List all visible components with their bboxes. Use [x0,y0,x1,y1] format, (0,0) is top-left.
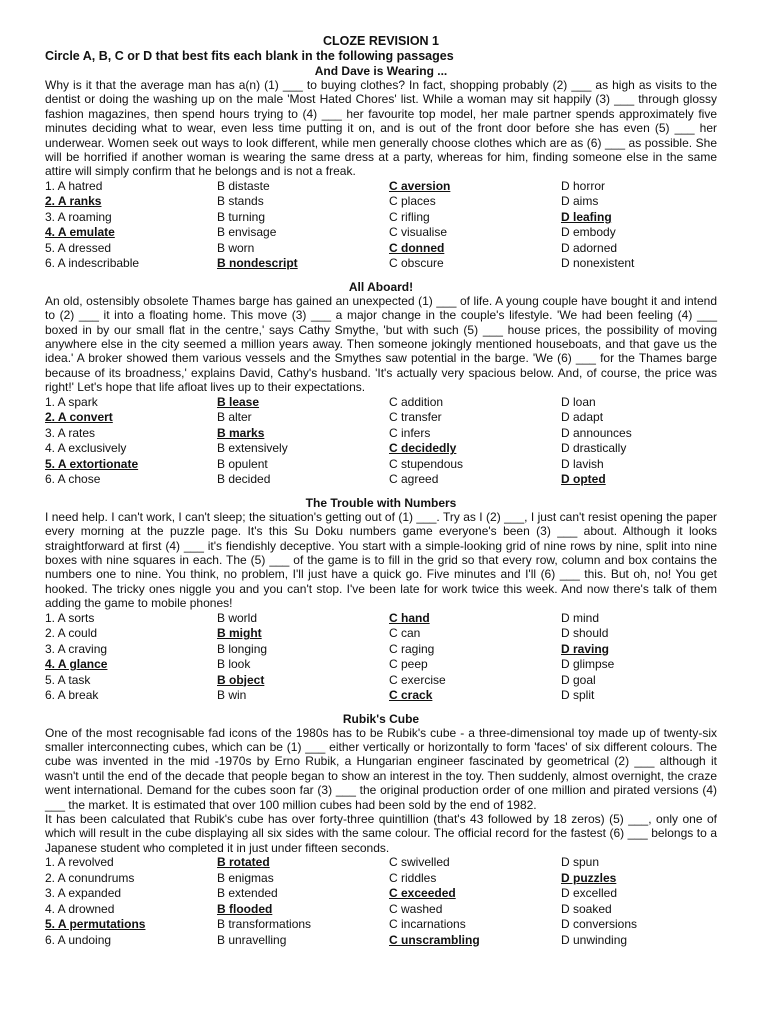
option[interactable]: D mind [561,610,600,625]
option[interactable]: C incarnations [389,917,466,932]
option[interactable]: C infers [389,425,431,440]
passage-text-continued: It has been calculated that Rubik's cube has over forty-three quintillion (that's 43 followed by 18 zeros) (5) ___, only one of which will result in the cube displaying all six sides with the same colour. The official record for the fastest (6) ___ belongs to a Japanese student who completed it in just under fifteen seconds. [45,811,717,855]
option-answer[interactable]: C crack [389,688,433,703]
option[interactable]: C washed [389,901,443,916]
option[interactable]: D should [561,626,609,641]
option[interactable]: C stupendous [389,456,464,471]
passage-text: Why is it that the average man has a(n) (1) ___ to buying clothes? In fact, shopping probably (2) ___ as high as visits to the dentist or doing the washing up on the male 'Most Hated Chores' list. While a woman may sit happily (3) ___ through glossy fashion magazines, then spend hours trying to (4) ___ her favourite top model, her male partner spends approximately five minutes deciding what to wear, even less time putting it on, and is out of the front door before she has even (5) ___ her underwear. Women seek out ways to look different, while men generally choose clothes which are as (6) ___ as possible. She will be horrified if another woman is wearing the same dress at a party, whereas for him, finding someone else in the same attire will simply confirm that he belongs and is not a freak. [45,78,717,179]
option[interactable]: D drastically [561,441,627,456]
option-answer[interactable]: 4. A emulate [45,225,115,240]
option[interactable]: 1. A revolved [45,855,114,870]
option[interactable]: D horror [561,178,606,193]
option[interactable]: D conversions [561,917,638,932]
option-answer[interactable]: B object [217,672,265,687]
option[interactable]: B opulent [217,456,268,471]
option[interactable]: 1. A spark [45,394,98,409]
option[interactable]: C addition [389,394,444,409]
option[interactable]: 1. A hatred [45,178,103,193]
options-block [45,611,717,704]
option[interactable]: 5. A dressed [45,240,112,255]
option[interactable]: 3. A rates [45,425,96,440]
question-row [45,626,717,642]
question-row [45,642,717,658]
question-row [45,241,717,257]
spacer [45,272,717,280]
passage-text: An old, ostensibly obsolete Thames barge has gained an unexpected (1) ___ of life. A young couple have bought it and intend to (2) ___ it into a floating home. This move (3) ___ a major change in the couple's lifestyle. 'We had been feeling (4) ___ boxed in by our small flat in the centre,' says Cathy Smythe, 'but with such (5) ___ house prices, the possibility of moving anywhere else in the city seemed a million years away. Then someone jokingly mentioned houseboats, and that gave us the idea.' A broker showed them various vessels and the Smythes saw potential in the barge. 'We (6) ___ for the Thames barge because of its broadness,' explains David, Cathy's husband. 'It's actually very spacious below. And, of course, the price was right!' Let's hope that life afloat lives up to their expectations. [45,293,717,395]
option-answer[interactable]: B might [217,626,262,641]
question-row [45,426,717,442]
option[interactable]: D glimpse [561,657,615,672]
option-answer[interactable]: 5. A permutations [45,917,146,932]
option-answer[interactable]: C decidedly [389,441,457,456]
option[interactable]: B extensively [217,441,288,456]
option[interactable]: B look [217,657,251,672]
question-row [45,673,717,689]
option-answer[interactable]: C aversion [389,178,451,193]
option[interactable]: D adorned [561,240,618,255]
option[interactable]: C exercise [389,672,446,687]
question-row [45,688,717,704]
option[interactable]: 3. A roaming [45,209,112,224]
option[interactable]: C transfer [389,410,442,425]
option[interactable]: B alter [217,410,252,425]
option[interactable]: 6. A undoing [45,932,112,947]
option[interactable]: B envisage [217,225,277,240]
worksheet [45,34,717,948]
option[interactable]: C riddles [389,870,437,885]
option[interactable]: D adapt [561,410,604,425]
option[interactable]: 5. A task [45,672,91,687]
question-row [45,886,717,902]
option[interactable]: B stands [217,194,264,209]
option[interactable]: B enigmas [217,870,274,885]
option[interactable]: B distaste [217,178,270,193]
options-block [45,179,717,272]
option[interactable]: B turning [217,209,266,224]
options-block [45,395,717,488]
question-row [45,657,717,673]
option[interactable]: B transformations [217,917,312,932]
option-answer[interactable]: 2. A convert [45,410,113,425]
option[interactable]: 1. A sorts [45,610,95,625]
passage-title: All Aboard! [348,279,414,294]
option[interactable]: B win [217,688,247,703]
question-row [45,855,717,871]
option[interactable]: 2. A conundrums [45,870,135,885]
option[interactable]: 6. A indescribable [45,256,140,271]
option[interactable]: D unwinding [561,932,628,947]
option[interactable]: D aims [561,194,599,209]
option-answer[interactable]: B marks [217,425,265,440]
option[interactable]: D split [561,688,595,703]
option-answer[interactable]: C exceeded [389,886,456,901]
options-block [45,855,717,948]
option[interactable]: D loan [561,394,596,409]
option[interactable]: B world [217,610,258,625]
option[interactable]: B longing [217,641,268,656]
option[interactable]: C rifling [389,209,430,224]
instructions: Circle A, B, C or D that best fits each blank in the following passages [45,49,454,63]
question-row [45,933,717,949]
option[interactable]: D embody [561,225,616,240]
option[interactable]: C raging [389,641,435,656]
option-answer[interactable]: B lease [217,394,260,409]
question-row [45,917,717,933]
option[interactable]: 4. A exclusively [45,441,127,456]
option-answer[interactable]: C donned [389,240,445,255]
option-answer[interactable]: D opted [561,472,606,487]
passage-text: I need help. I can't work, I can't sleep; the situation's getting out of (1) ___. Try as I (2) ___, I just can't resist opening the paper every morning at the puzzle page. It's this Su Doku numbers game everyone's been (3) ___ about. Although it looks straightforward at first (4) ___ it's fiendishly deceptive. You start with a simple-looking grid of nine rows by nine, split into nine boxes with nine squares in each. The (5) ___ of the game is to fill in the grid so that every row, column and box contains the numbers one to nine. You think, no problem, I'll just have a quick go. Five minutes and I'll (6) ___ this. But oh, no! You get hooked. The tricky ones niggle you and you can't stop. I've been late for work twice this week. And now there's talk of them adding the game to mobile phones! [45,509,717,611]
option[interactable]: D spun [561,855,600,870]
passage-title: The Trouble with Numbers [305,495,457,510]
option[interactable]: 3. A expanded [45,886,122,901]
question-row [45,410,717,426]
question-row [45,256,717,272]
option[interactable]: D nonexistent [561,256,635,271]
option-answer[interactable]: D leafing [561,209,612,224]
question-row [45,871,717,887]
question-row [45,457,717,473]
worksheet-title: CLOZE REVISION 1 [323,34,439,48]
option[interactable]: D lavish [561,456,604,471]
option[interactable]: D soaked [561,901,612,916]
option[interactable]: C places [389,194,436,209]
option-answer[interactable]: 5. A extortionate [45,456,139,471]
option[interactable]: C can [389,626,421,641]
option[interactable]: D excelled [561,886,618,901]
option[interactable]: 4. A drowned [45,901,115,916]
question-row [45,210,717,226]
option[interactable]: D announces [561,425,632,440]
option-answer[interactable]: C unscrambling [389,932,480,947]
question-row [45,395,717,411]
option-answer[interactable]: C hand [389,610,430,625]
question-row [45,441,717,457]
question-row [45,472,717,488]
option[interactable]: 2. A could [45,626,98,641]
question-row [45,179,717,195]
option[interactable]: 3. A craving [45,641,108,656]
option[interactable]: B extended [217,886,278,901]
option[interactable]: C visualise [389,225,448,240]
option[interactable]: C peep [389,657,428,672]
option-answer[interactable]: 4. A glance [45,657,108,672]
question-row [45,225,717,241]
option[interactable]: C swivelled [389,855,450,870]
passage-title: And Dave is Wearing ... [314,64,448,78]
passage-text: One of the most recognisable fad icons of the 1980s has to be Rubik's cube - a three-dimensional toy made up of twenty-six smaller interconnecting cubes, which can be (1) ___ either vertically or horizontally to form 'faces' of six different colours. The cube was invented in the mid -1970s by Erno Rubik, a Hungarian engineer fascinated by geometrical (2) ___ although it wasn't until the end of the decade that people began to show an interest in the toy. Then suddenly, almost overnight, the craze went international. Demand for the cubes soon far (3) ___ the original production order of one million and pirated versions (4) ___ the market. It is estimated that over 100 million cubes had been sold by the end of 1982. [45,725,717,812]
question-row [45,902,717,918]
spacer [45,488,717,496]
option-answer[interactable]: B rotated [217,855,270,870]
option[interactable]: D goal [561,672,596,687]
question-row [45,194,717,210]
option[interactable]: B decided [217,472,271,487]
option[interactable]: B worn [217,240,255,255]
option[interactable]: 6. A chose [45,472,101,487]
option[interactable]: C obscure [389,256,444,271]
option-answer[interactable]: D raving [561,641,610,656]
question-row [45,611,717,627]
option[interactable]: B unravelling [217,932,287,947]
passage-title: Rubik's Cube [342,711,420,726]
option[interactable]: 6. A break [45,688,99,703]
spacer [45,704,717,712]
option-answer[interactable]: B flooded [217,901,273,916]
option-answer[interactable]: B nondescript [217,256,298,271]
option-answer[interactable]: D puzzles [561,870,617,885]
option[interactable]: C agreed [389,472,439,487]
option-answer[interactable]: 2. A ranks [45,194,102,209]
